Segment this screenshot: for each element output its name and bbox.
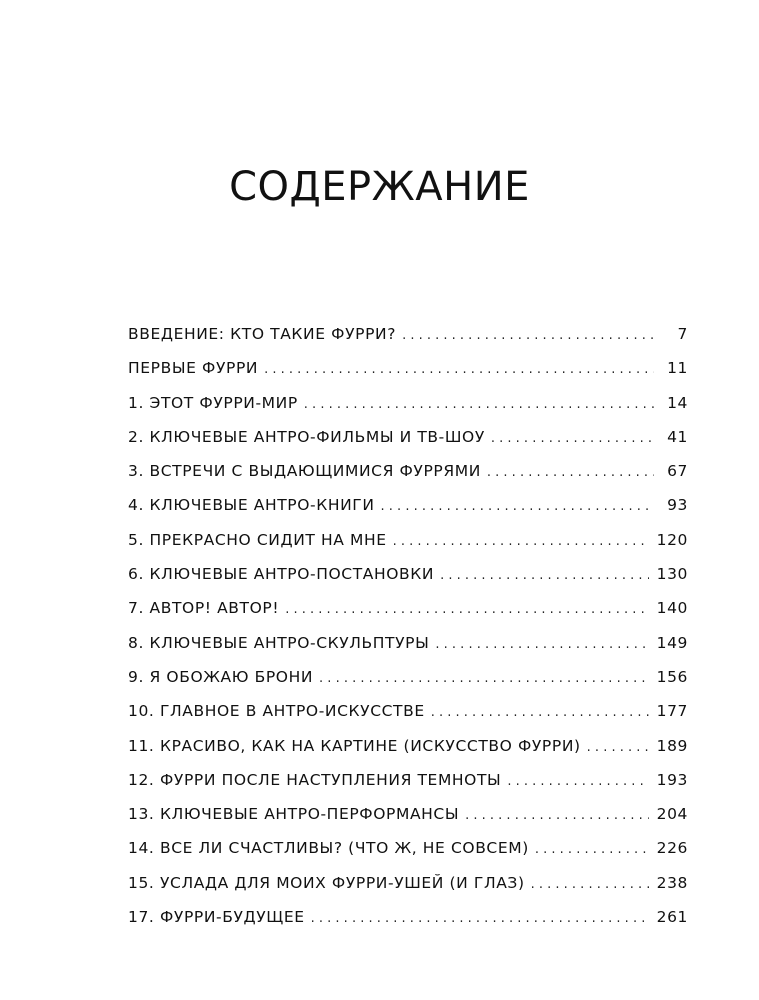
- toc-dot-leader: [402, 328, 654, 343]
- toc-entry-title: 3. ВСТРЕЧИ С ВЫДАЮЩИМИСЯ ФУРРЯМИ: [128, 462, 481, 481]
- toc-dot-leader: [393, 534, 649, 549]
- toc-entry-page: 177: [656, 702, 688, 721]
- toc-entry-page: 130: [656, 565, 688, 584]
- toc-entry-page: 140: [656, 599, 688, 618]
- toc-entry: [128, 908, 688, 942]
- toc-entry: [128, 702, 688, 736]
- toc-dot-leader: [285, 602, 648, 617]
- toc-entry: [128, 359, 688, 393]
- toc-entry: [128, 496, 688, 530]
- toc-entry-title: 6. КЛЮЧЕВЫЕ АНТРО-ПОСТАНОВКИ: [128, 565, 435, 584]
- toc-entry: [128, 668, 688, 702]
- toc-dot-leader: [491, 431, 654, 446]
- toc-entry-page: 204: [656, 805, 688, 824]
- toc-entry-page: 11: [667, 359, 688, 378]
- toc-entry-title: 13. КЛЮЧЕВЫЕ АНТРО-ПЕРФОРМАНСЫ: [128, 805, 460, 824]
- toc-dot-leader: [311, 911, 649, 926]
- toc-entry-title: 12. ФУРРИ ПОСЛЕ НАСТУПЛЕНИЯ ТЕМНОТЫ: [128, 770, 502, 789]
- toc-dot-leader: [531, 877, 649, 892]
- toc-entry-page: 238: [656, 873, 688, 892]
- toc-dot-leader: [507, 774, 648, 789]
- toc-dot-leader: [587, 740, 649, 755]
- toc-entry-title: 5. ПРЕКРАСНО СИДИТ НА МНЕ: [128, 530, 387, 549]
- toc-entry-title: 11. КРАСИВО, КАК НА КАРТИНЕ (ИСКУССТВО ФУРРИ): [128, 736, 581, 755]
- toc-dot-leader: [304, 397, 654, 412]
- toc-entry-title: 4. КЛЮЧЕВЫЕ АНТРО-КНИГИ: [128, 496, 375, 515]
- toc-dot-leader: [264, 362, 654, 377]
- toc-entry: [128, 394, 688, 428]
- toc-entry-page: 156: [656, 667, 688, 686]
- toc-entry-title: 10. ГЛАВНОЕ В АНТРО-ИСКУССТВЕ: [128, 702, 425, 721]
- toc-entry-title: 9. Я ОБОЖАЮ БРОНИ: [128, 667, 314, 686]
- toc-entry-title: ПЕРВЫЕ ФУРРИ: [128, 359, 259, 378]
- toc-entry: [128, 531, 688, 565]
- toc-entry-page: 120: [656, 530, 688, 549]
- toc-entry-page: 189: [656, 736, 688, 755]
- toc-entry: [128, 805, 688, 839]
- table-of-contents: [128, 325, 688, 942]
- toc-dot-leader: [535, 842, 649, 857]
- toc-entry-page: 93: [667, 496, 688, 515]
- page-title: СОДЕРЖАНИЕ: [229, 164, 530, 210]
- toc-entry-page: 193: [656, 770, 688, 789]
- toc-entry: [128, 428, 688, 462]
- toc-entry-page: 261: [656, 908, 688, 927]
- toc-entry-page: 149: [656, 633, 688, 652]
- toc-entry: [128, 839, 688, 873]
- toc-entry-page: 67: [667, 462, 688, 481]
- toc-entry-title: 15. УСЛАДА ДЛЯ МОИХ ФУРРИ-УШЕЙ (И ГЛАЗ): [128, 873, 525, 892]
- toc-entry: [128, 874, 688, 908]
- toc-entry-title: 2. КЛЮЧЕВЫЕ АНТРО-ФИЛЬМЫ И ТВ-ШОУ: [128, 427, 485, 446]
- toc-entry: [128, 565, 688, 599]
- toc-entry-title: 8. КЛЮЧЕВЫЕ АНТРО-СКУЛЬПТУРЫ: [128, 633, 430, 652]
- toc-entry-title: 1. ЭТОТ ФУРРИ-МИР: [128, 393, 298, 412]
- toc-entry: [128, 599, 688, 633]
- toc-entry-page: 14: [667, 393, 688, 412]
- toc-dot-leader: [487, 465, 654, 480]
- toc-entry: [128, 462, 688, 496]
- toc-dot-leader: [431, 705, 649, 720]
- toc-entry: [128, 634, 688, 668]
- toc-entry-title: 7. АВТОР! АВТОР!: [128, 599, 280, 618]
- toc-entry-title: 17. ФУРРИ-БУДУЩЕЕ: [128, 908, 305, 927]
- toc-dot-leader: [465, 808, 649, 823]
- toc-entry: [128, 737, 688, 771]
- toc-entry-title: 14. ВСЕ ЛИ СЧАСТЛИВЫ? (ЧТО Ж, НЕ СОВСЕМ): [128, 839, 529, 858]
- toc-entry: [128, 325, 688, 359]
- toc-dot-leader: [435, 637, 648, 652]
- toc-entry-page: 226: [656, 839, 688, 858]
- toc-dot-leader: [319, 671, 649, 686]
- toc-dot-leader: [440, 568, 649, 583]
- toc-dot-leader: [381, 499, 654, 514]
- toc-entry-page: 7: [677, 325, 688, 343]
- toc-entry-page: 41: [667, 427, 688, 446]
- toc-entry: [128, 771, 688, 805]
- toc-entry-title: ВВЕДЕНИЕ: КТО ТАКИЕ ФУРРИ?: [128, 325, 397, 343]
